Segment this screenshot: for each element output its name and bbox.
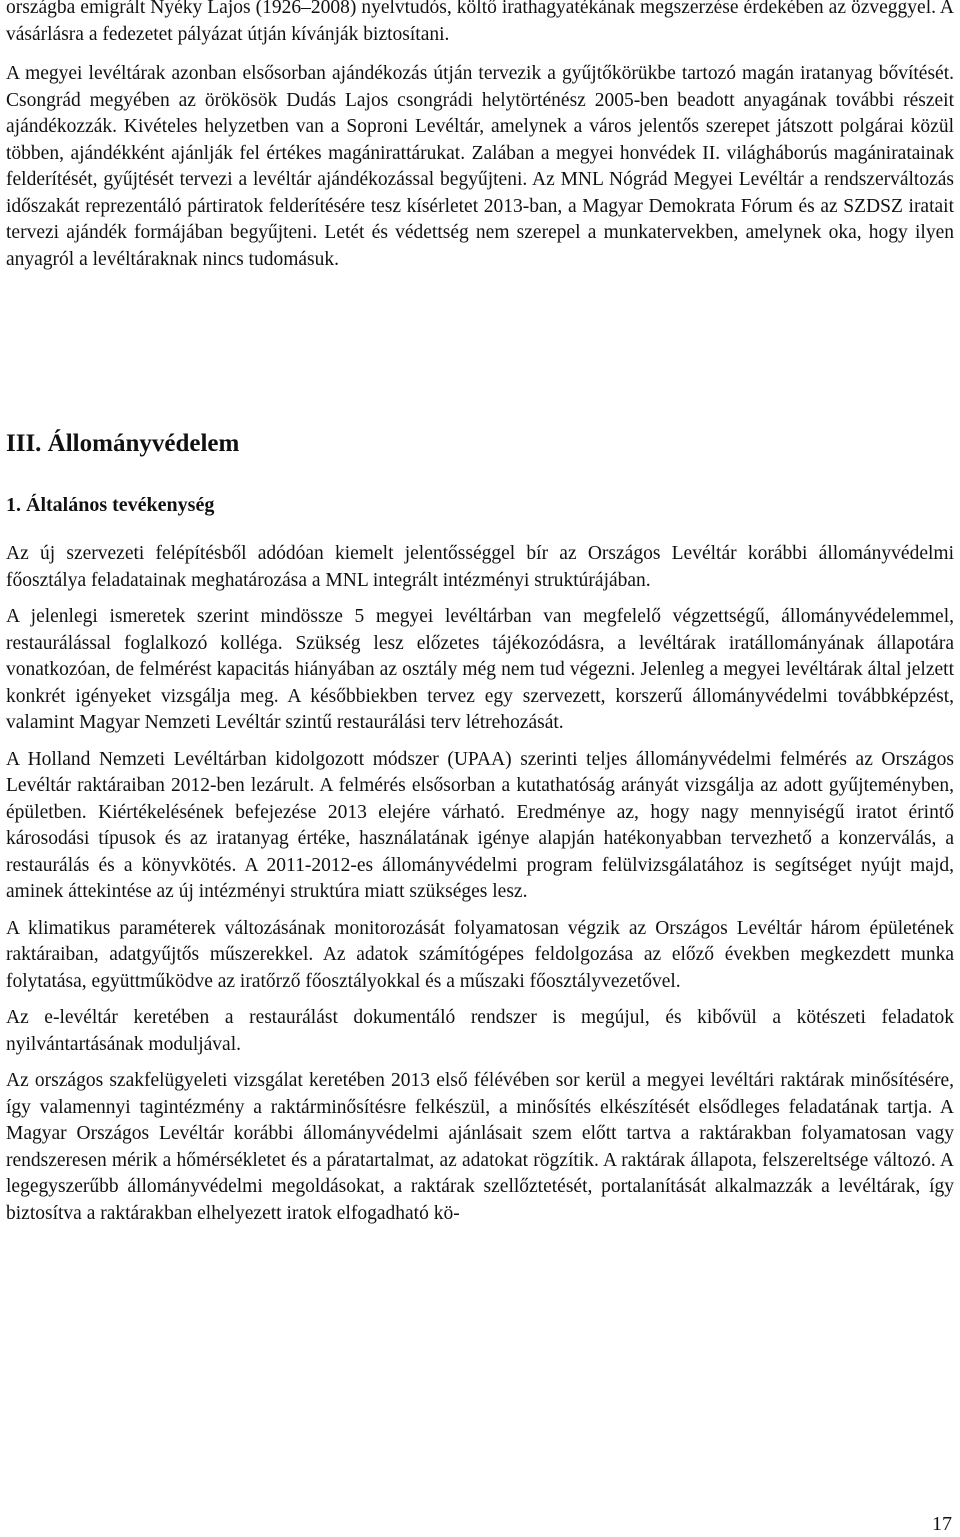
paragraph-1: Az új szervezeti felépítésből adódóan kiemelt jelentősséggel bír az Országos Levéltár korábbi állományvédelmi főosztálya feladatainak meghatározása a MNL integrált intézményi struktúrájában. xyxy=(6,543,954,591)
paragraph-2: A jelenlegi ismeretek szerint mindössze 5 megyei levéltárban van megfelelő végzettségű, állományvédelemmel, restaurálással foglalkozó kolléga. Szükség lesz előzetes tájékozódásra, a levéltárak iratállományának állapotára vonatkozóan, de felmérést kapacitás hiányában az osztály még nem tud végezni. Jelenleg a megyei levéltárak által jelzett konkrét igényeket vizsgálja meg. A későbbiekben tervez egy szervezett, korszerű állományvédelmi továbbképzést, valamint Magyar Nemzeti Levéltár szintű restaurálási terv létrehozását. xyxy=(6,606,954,733)
paragraph-4: A klimatikus paraméterek változásának monitorozását folyamatosan végzik az Országos Levéltár három épületének raktáraiban, adatgyűjtős műszerekkel. Az adatok számítógépes feldolgozása az előző években megkezdett munka folytatása, együttműködve az iratőrző főosztályokkal és a műszaki főosztályvezetővel. xyxy=(6,917,954,992)
section-heading: III. Állományvédelem xyxy=(6,430,240,457)
body-block xyxy=(6,541,954,1227)
page-number: 17 xyxy=(932,1513,952,1535)
intro-block xyxy=(6,0,954,273)
paragraph-6: Az országos szakfelügyeleti vizsgálat keretében 2013 első félévében sor kerül a megyei levéltári raktárak minősítésére, így valamennyi tagintézmény a raktárminősítésre felkészül, a minősítés elkészítését elsődleges feladatának tartja. A Magyar Országos Levéltár korábbi állományvédelmi ajánlásait szem előtt tartva a raktárakban folyamatosan vagy rendszeresen mérik a hőmérsékletet és a páratartalmat, az adatokat rögzítik. A raktárak állapota, felszereltsége változó. A legegyszerűbb állományvédelmi megoldásokat, a raktárak szellőztetését, portalanítását alkalmazzák a levéltárak, így biztosítva a raktárakban elhelyezett iratok elfogadható kö- xyxy=(6,1070,954,1224)
subsection-heading: 1. Általános tevékenység xyxy=(6,494,215,516)
paragraph-3: A Holland Nemzeti Levéltárban kidolgozott módszer (UPAA) szerinti teljes állományvédelmi felmérés az Országos Levéltár raktáraiban 2012-ben lezárult. A felmérés elsősorban a kutathatóság arányát vizsgálja az adott gyűjteményben, épületben. Kiértékelésének befejezése 2013 elejére várható. Eredménye az, hogy nagy mennyiségű iratot érintő károsodási típusok és az iratanyag értéke, használatának igénye alapján hatékonyabban tervezhető a konzerválás, a restaurálás és a könyvkötés. A 2011-2012-es állományvédelmi program felülvizsgálatához is segítséget nyújt majd, aminek áttekintése az új intézményi struktúra miatt szükséges lesz. xyxy=(6,748,954,902)
paragraph-intro-1: országba emigrált Nyéky Lajos (1926–2008) nyelvtudós, költő irathagyatékának megszerzése érdekében az özveggyel. A vásárlásra a fedezetet pályázat útján kívánják biztosítani. xyxy=(6,0,954,45)
paragraph-5: Az e-levéltár keretében a restaurálást dokumentáló rendszer is megújul, és kibővül a kötészeti feladatok nyilvántartásának moduljával. xyxy=(6,1007,954,1055)
paragraph-intro-2: A megyei levéltárak azonban elsősorban ajándékozás útján tervezik a gyűjtőkörükbe tartozó magán iratanyag bővítését. Csongrád megyében az örökösök Dudás Lajos csongrádi helytörténész 2005-ben beadott anyagának további részeit ajándékozzák. Kivételes helyzetben van a Soproni Levéltár, amelynek a város jelentős szerepet játszott polgárai közül többen, ajándékként ajánlják fel értékes magánirattárukat. Zalában a megyei honvédek II. világháborús magániratainak felderítését, gyűjtését tervezi a levéltár ajándékozással begyűjteni. Az MNL Nógrád Megyei Levéltár a rendszerváltozás időszakát reprezentáló pártiratok felderítésére tesz kísérletet 2013-ban, a Magyar Demokrata Fórum és az SZDSZ iratait tervezi ajándék formájában begyűjteni. Letét és védettség nem szerepel a munkatervekben, amelynek oka, hogy ilyen anyagról a levéltáraknak nincs tudomásuk. xyxy=(6,63,954,270)
